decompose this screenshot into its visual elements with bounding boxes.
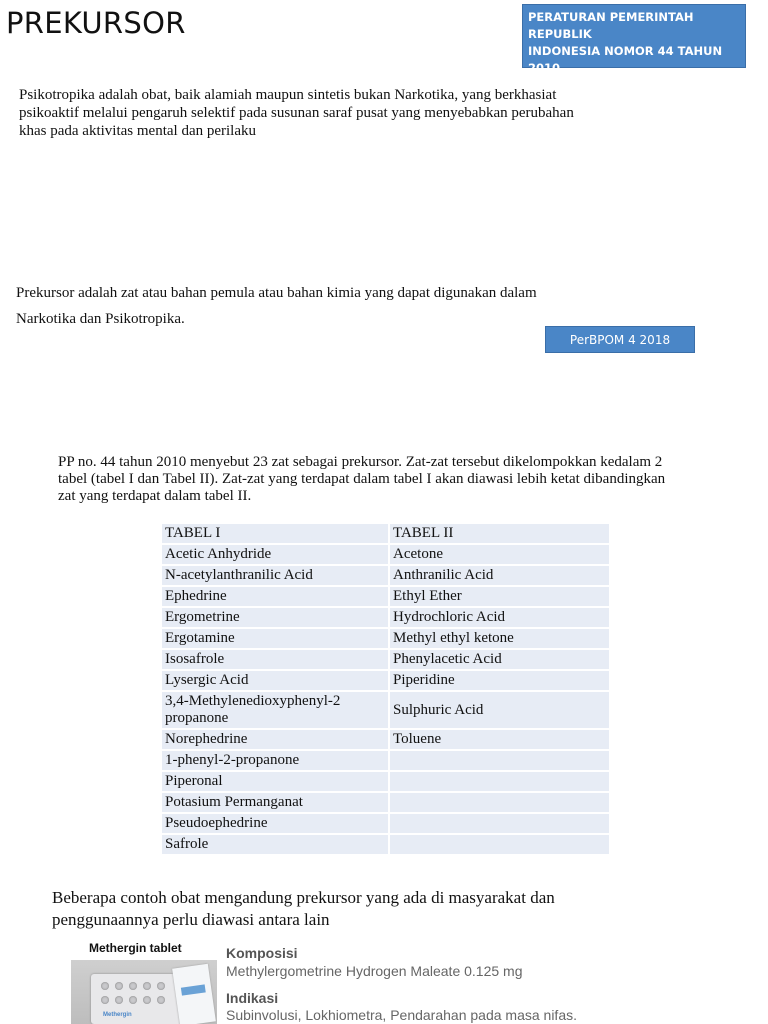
box-stripe — [181, 984, 206, 995]
tabel-i-cell: Norephedrine — [161, 729, 389, 750]
drug-photo — [71, 960, 217, 1024]
precursor-table — [160, 522, 611, 856]
perbpom-box: PerBPOM 4 2018 — [545, 326, 695, 353]
tabel-ii-cell: Ethyl Ether — [389, 586, 610, 607]
examples-intro — [52, 887, 672, 931]
pill — [129, 982, 137, 990]
table-row — [161, 649, 610, 670]
table-row — [161, 750, 610, 771]
text-line: psikoaktif melalui pengaruh selektif pada susunan saraf pusat yang menyebabkan perubahan — [19, 105, 574, 121]
text-line: Psikotropika adalah obat, baik alamiah maupun sintetis bukan Narkotika, yang berkhasiat — [19, 87, 557, 103]
tabel-i-cell: N-acetylanthranilic Acid — [161, 565, 389, 586]
text-line: PP no. 44 tahun 2010 menyebut 23 zat sebagai prekursor. Zat-zat tersebut dikelompokkan kedalam 2 — [58, 454, 663, 470]
indikasi-heading: Indikasi — [226, 990, 279, 1006]
drug-label: Methergin tablet — [89, 941, 182, 955]
text-line: zat yang terdapat dalam tabel II. — [58, 488, 252, 504]
pill — [115, 982, 123, 990]
table-row — [161, 792, 610, 813]
tabel-ii-cell: Methyl ethyl ketone — [389, 628, 610, 649]
tabel-i-cell: Potasium Permanganat — [161, 792, 389, 813]
table-header-cell: TABEL I — [161, 523, 389, 544]
text-line: Beberapa contoh obat mengandung prekursor yang ada di masyarakat dan — [52, 888, 555, 907]
table-header-row — [161, 523, 610, 544]
page-title: PREKURSOR — [6, 6, 186, 40]
pill — [157, 996, 165, 1004]
prekursor-definition — [16, 280, 616, 332]
tabel-ii-cell — [389, 813, 610, 834]
komposisi-value: Methylergometrine Hydrogen Maleate 0.125 mg — [226, 963, 523, 979]
table-row — [161, 834, 610, 855]
table-row — [161, 729, 610, 750]
tabel-i-cell: Pseudoephedrine — [161, 813, 389, 834]
regulation-box — [522, 4, 746, 92]
text-line: penggunaannya perlu diawasi antara lain — [52, 910, 330, 929]
psikotropika-definition — [19, 86, 639, 140]
text-line: Prekursor adalah zat atau bahan pemula atau bahan kimia yang dapat digunakan dalam — [16, 285, 537, 301]
pill — [143, 996, 151, 1004]
tabel-ii-cell — [389, 792, 610, 813]
tabel-ii-cell: Phenylacetic Acid — [389, 649, 610, 670]
text-line: khas pada aktivitas mental dan perilaku — [19, 123, 257, 139]
tabel-i-cell: Lysergic Acid — [161, 670, 389, 691]
tabel-ii-cell: Hydrochloric Acid — [389, 607, 610, 628]
pp-paragraph — [58, 454, 718, 505]
table-row — [161, 628, 610, 649]
regulation-line: TENTANG PREKURSOR — [528, 78, 672, 92]
pill — [143, 982, 151, 990]
tabel-i-cell: Ergotamine — [161, 628, 389, 649]
tabel-i-cell: 3,4-Methylenedioxyphenyl-2 propanone — [161, 691, 389, 729]
pill — [157, 982, 165, 990]
tabel-ii-cell: Anthranilic Acid — [389, 565, 610, 586]
table-row — [161, 771, 610, 792]
text-line: tabel (tabel I dan Tabel II). Zat-zat yang terdapat dalam tabel I akan diawasi lebih ketat dibandingkan — [58, 471, 666, 487]
tabel-i-cell: Ephedrine — [161, 586, 389, 607]
tabel-ii-cell — [389, 750, 610, 771]
pill — [115, 996, 123, 1004]
tabel-i-cell: Isosafrole — [161, 649, 389, 670]
tabel-ii-cell: Sulphuric Acid — [389, 691, 610, 729]
komposisi-heading: Komposisi — [226, 945, 298, 961]
table-row — [161, 691, 610, 729]
tabel-ii-cell: Toluene — [389, 729, 610, 750]
indikasi-value: Subinvolusi, Lokhiometra, Pendarahan pada masa nifas. — [226, 1007, 577, 1023]
tabel-ii-cell: Piperidine — [389, 670, 610, 691]
tabel-i-cell: 1-phenyl-2-propanone — [161, 750, 389, 771]
table-row — [161, 813, 610, 834]
tabel-i-cell: Ergometrine — [161, 607, 389, 628]
table-row — [161, 670, 610, 691]
tabel-i-cell: Acetic Anhydride — [161, 544, 389, 565]
medicine-box — [172, 964, 216, 1024]
table-row — [161, 544, 610, 565]
tabel-i-cell: Piperonal — [161, 771, 389, 792]
pill — [101, 982, 109, 990]
pill — [101, 996, 109, 1004]
tabel-ii-cell — [389, 771, 610, 792]
tabel-ii-cell: Acetone — [389, 544, 610, 565]
pill — [129, 996, 137, 1004]
text-line: Narkotika dan Psikotropika. — [16, 311, 185, 327]
regulation-line: PERATURAN PEMERINTAH REPUBLIK — [528, 10, 694, 41]
tabel-ii-cell — [389, 834, 610, 855]
table-header-cell: TABEL II — [389, 523, 610, 544]
table-row — [161, 586, 610, 607]
tabel-i-cell: Safrole — [161, 834, 389, 855]
table-row — [161, 565, 610, 586]
regulation-line: INDONESIA NOMOR 44 TAHUN 2010 — [528, 44, 723, 75]
brand-text: Methergin — [103, 1012, 132, 1018]
table-row — [161, 607, 610, 628]
